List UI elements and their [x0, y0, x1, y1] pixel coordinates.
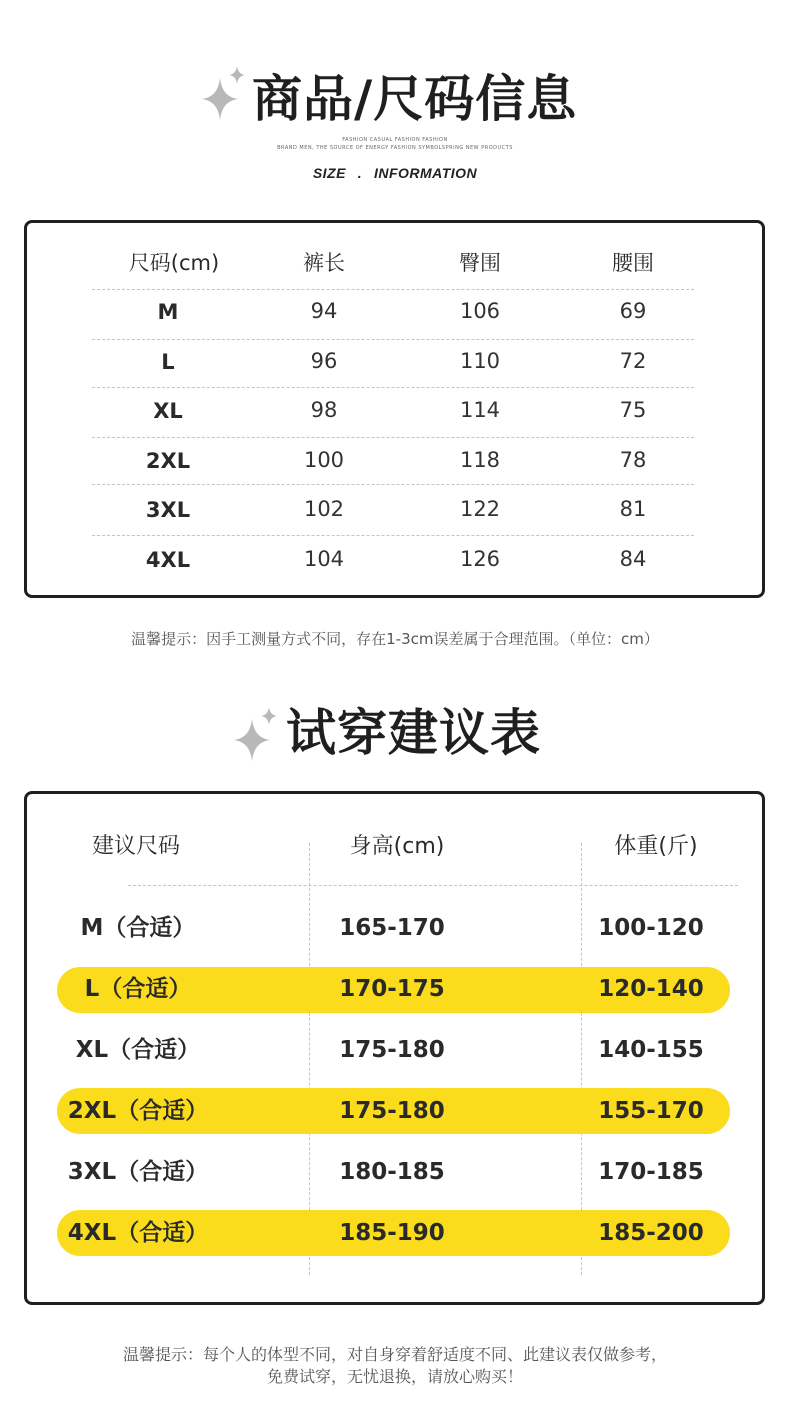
sparkle-icon [200, 64, 246, 122]
row-divider [92, 387, 694, 388]
subtitle-dot: . [357, 165, 363, 181]
weight-cell: 100-120 [598, 915, 704, 941]
height-cell: 185-190 [339, 1220, 445, 1246]
length-cell: 102 [303, 497, 345, 521]
waist-cell: 78 [619, 448, 647, 472]
hip-cell: 126 [459, 547, 501, 571]
weight-cell: 120-140 [598, 976, 704, 1002]
waist-cell: 75 [619, 398, 647, 422]
fit-note-line-1: 温馨提示：每个人的体型不同，对自身穿着舒适度不同、此建议表仅做参考， [122, 1345, 667, 1364]
suggested-size-cell: 2XL（合适） [67, 1098, 209, 1124]
row-divider [92, 289, 694, 290]
size-cell: 4XL [145, 548, 191, 572]
height-cell: 175-180 [339, 1037, 445, 1063]
length-cell: 94 [310, 299, 338, 323]
hip-cell: 110 [459, 349, 501, 373]
header-divider [128, 885, 738, 886]
header-height: 身高(cm) [349, 834, 445, 859]
header-hip: 臀围 [459, 251, 501, 275]
header-waist: 腰围 [612, 251, 654, 275]
subtitle-size: SIZE [312, 165, 346, 181]
row-divider [92, 339, 694, 340]
size-cell: XL [153, 399, 183, 423]
waist-cell: 81 [619, 497, 647, 521]
tagline-small: FASHION CASUAL FASHION FASHION [342, 137, 448, 143]
length-cell: 100 [303, 448, 345, 472]
row-divider [92, 437, 694, 438]
header-length: 裤长 [303, 251, 345, 275]
hip-cell: 118 [459, 448, 501, 472]
height-cell: 180-185 [339, 1159, 445, 1185]
waist-cell: 69 [619, 299, 647, 323]
height-cell: 170-175 [339, 976, 445, 1002]
header-weight: 体重(斤) [614, 834, 698, 859]
suggested-size-cell: M（合适） [80, 915, 196, 941]
height-cell: 175-180 [339, 1098, 445, 1124]
suggested-size-cell: L（合适） [84, 976, 192, 1002]
sparkle-icon [232, 705, 278, 763]
header-size: 尺码(cm) [128, 251, 220, 275]
weight-cell: 155-170 [598, 1098, 704, 1124]
height-cell: 165-170 [339, 915, 445, 941]
weight-cell: 185-200 [598, 1220, 704, 1246]
waist-cell: 84 [619, 547, 647, 571]
section-title-size-info: 商品/尺码信息 [252, 70, 578, 128]
suggested-size-cell: 3XL（合适） [67, 1159, 209, 1185]
length-cell: 98 [310, 398, 338, 422]
section-title-fit-guide: 试穿建议表 [286, 704, 541, 762]
size-cell: M [157, 300, 179, 324]
suggested-size-cell: XL（合适） [75, 1037, 201, 1063]
row-divider [92, 484, 694, 485]
length-cell: 96 [310, 349, 338, 373]
section-subtitle [0, 165, 790, 181]
subtitle-information: INFORMATION [373, 165, 478, 181]
fit-note-line-2: 免费试穿，无忧退换，请放心购买！ [266, 1367, 523, 1386]
row-divider [92, 535, 694, 536]
length-cell: 104 [303, 547, 345, 571]
size-cell: L [161, 350, 175, 374]
hip-cell: 106 [459, 299, 501, 323]
size-cell: 2XL [145, 449, 191, 473]
tagline-long: BRAND MEN, THE SOURCE OF ENERGY FASHION SYMBOLSPRING NEW PRODUCTS [277, 145, 513, 151]
weight-cell: 170-185 [598, 1159, 704, 1185]
header-suggested-size: 建议尺码 [92, 834, 181, 859]
hip-cell: 122 [459, 497, 501, 521]
measurement-note: 温馨提示：因手工测量方式不同，存在1-3cm误差属于合理范围。（单位：cm） [131, 630, 659, 648]
suggested-size-cell: 4XL（合适） [67, 1220, 209, 1246]
hip-cell: 114 [459, 398, 501, 422]
waist-cell: 72 [619, 349, 647, 373]
weight-cell: 140-155 [598, 1037, 704, 1063]
size-cell: 3XL [145, 498, 191, 522]
